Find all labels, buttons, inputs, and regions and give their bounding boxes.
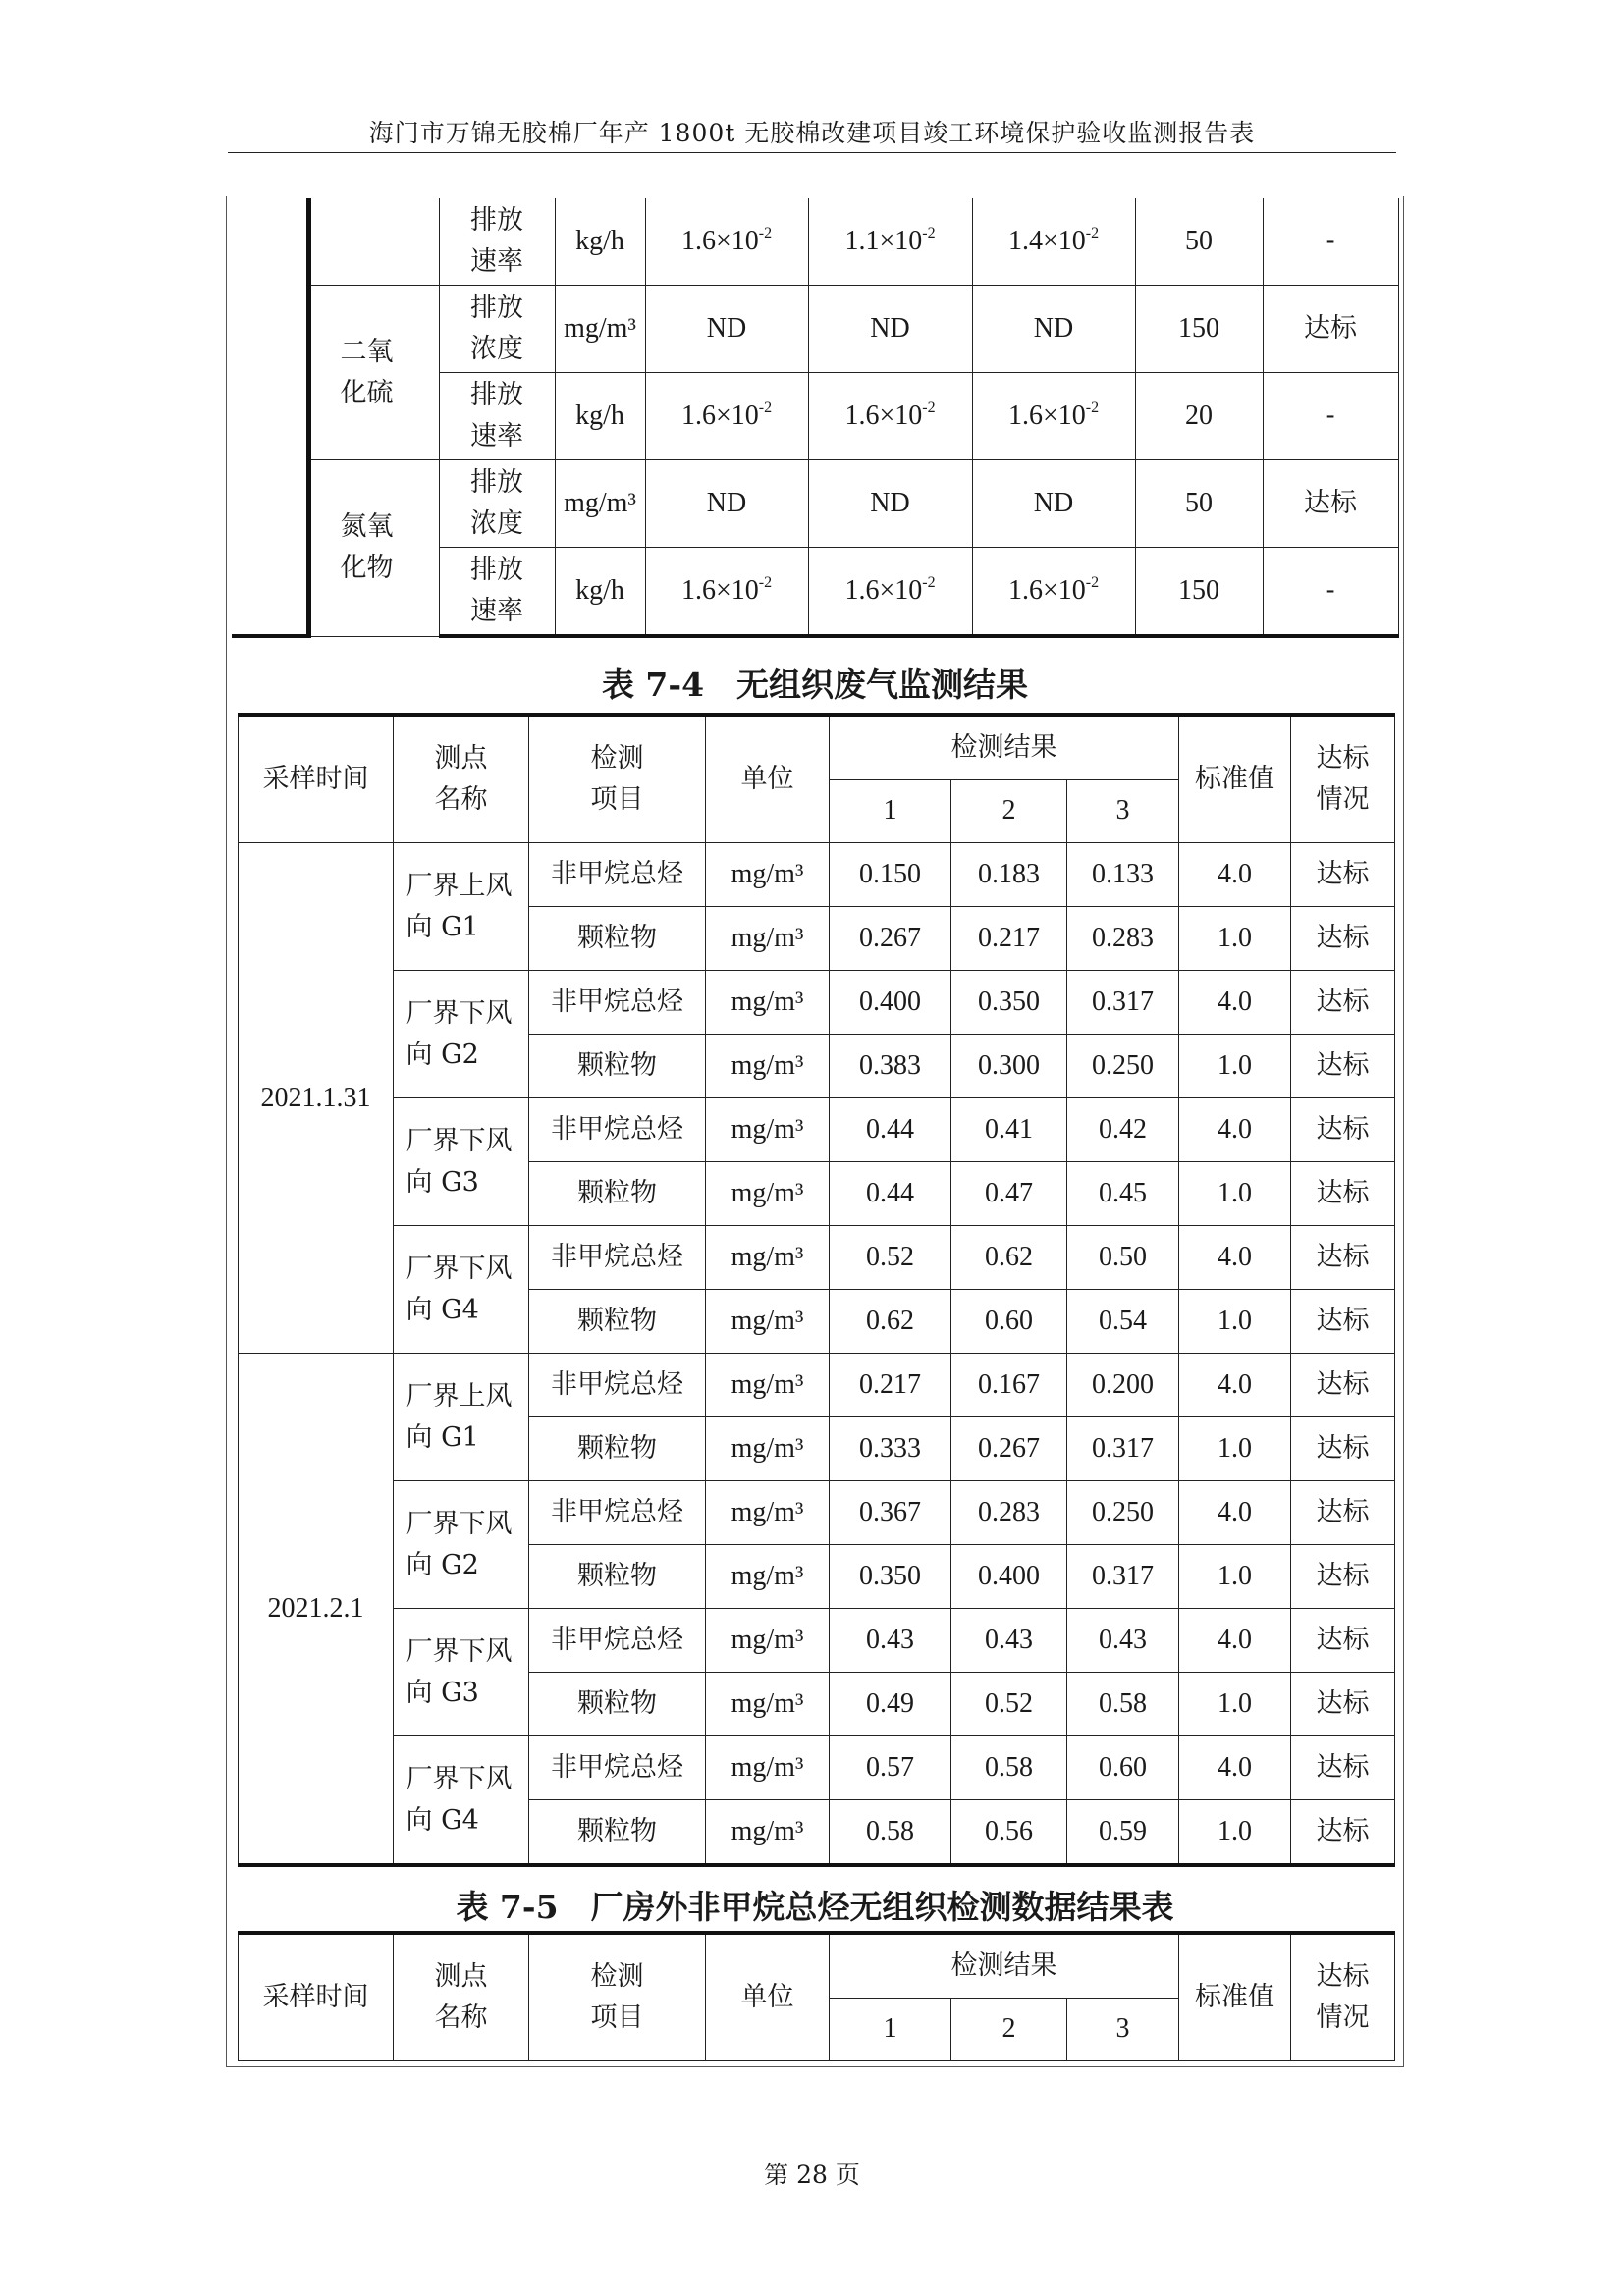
result-value: ND [1033,488,1074,518]
result-1: 0.49 [830,1673,951,1736]
table-row [239,843,1395,907]
standard-cell: 1.0 [1179,1673,1291,1736]
result-r1 [645,548,808,637]
header-item-text: 检测项目 [590,1961,644,2033]
result-value: 1.6×10 [844,400,923,431]
unit-cell: mg/m³ [706,1354,830,1417]
exponent: -2 [922,400,936,416]
status-cell: 达标 [1263,286,1398,373]
item-cell: 颗粒物 [529,1162,706,1226]
status-cell: 达标 [1291,1736,1395,1800]
result-value: ND [706,313,747,344]
result-r3 [972,460,1135,548]
point-cell [394,1481,529,1609]
exponent: -2 [1085,225,1100,241]
item-name: 排放速率 [470,555,523,626]
item-cell: 颗粒物 [529,907,706,971]
table-row [239,971,1395,1035]
item-name: 排放速率 [470,380,523,452]
standard-cell: 4.0 [1179,1609,1291,1673]
table-row [239,1736,1395,1800]
header-time: 采样时间 [239,1933,394,2061]
unit-cell: kg/h [555,198,645,286]
result-2: 0.300 [951,1035,1067,1098]
header-status-text: 达标情况 [1316,743,1370,815]
result-2: 0.56 [951,1800,1067,1866]
status-cell: 达标 [1291,1162,1395,1226]
item-cell [439,286,555,373]
point-name: 厂界下风向 G4 [406,1253,513,1325]
standard-cell: 4.0 [1179,971,1291,1035]
result-3: 0.60 [1067,1736,1179,1800]
result-r3 [972,548,1135,637]
result-r1 [645,198,808,286]
unit-cell: mg/m³ [706,1290,830,1354]
status-cell: 达标 [1291,907,1395,971]
status-cell: 达标 [1291,1800,1395,1866]
point-cell [394,1354,529,1481]
result-2: 0.267 [951,1417,1067,1481]
status-cell: 达标 [1291,1673,1395,1736]
header-r3: 3 [1067,1998,1179,2060]
table-7-3-continued [232,198,1399,638]
result-2: 0.62 [951,1226,1067,1290]
result-r2 [808,286,972,373]
standard-cell: 4.0 [1179,1354,1291,1417]
header-status-text: 达标情况 [1316,1961,1370,2033]
result-r3 [972,198,1135,286]
table-row [239,1481,1395,1545]
status-cell: - [1263,373,1398,460]
result-r2 [808,548,972,637]
header-r1: 1 [830,1998,951,2060]
header-unit: 单位 [706,1933,830,2061]
result-value: 1.6×10 [680,400,759,431]
header-unit: 单位 [706,715,830,843]
point-cell [394,971,529,1098]
item-cell: 颗粒物 [529,1673,706,1736]
header-item-text: 检测项目 [590,743,644,815]
status-cell: 达标 [1291,1417,1395,1481]
result-1: 0.58 [830,1800,951,1866]
header-results: 检测结果 [830,1933,1179,1998]
status-cell: 达标 [1291,1609,1395,1673]
result-3: 0.250 [1067,1035,1179,1098]
header-point [394,715,529,843]
result-3: 0.200 [1067,1354,1179,1417]
result-3: 0.50 [1067,1226,1179,1290]
result-3: 0.317 [1067,1417,1179,1481]
side-blank-cell [232,198,308,636]
standard-cell: 1.0 [1179,1035,1291,1098]
result-value: 1.6×10 [680,226,759,256]
standard-cell: 150 [1135,548,1263,637]
result-1: 0.43 [830,1609,951,1673]
result-2: 0.217 [951,907,1067,971]
point-name: 厂界下风向 G2 [406,997,513,1070]
result-2: 0.400 [951,1545,1067,1609]
point-cell [394,1226,529,1354]
status-cell: 达标 [1291,1481,1395,1545]
result-r3 [972,286,1135,373]
exponent: -2 [1085,400,1100,416]
item-cell: 非甲烷总烃 [529,1736,706,1800]
date-cell: 2021.2.1 [239,1354,394,1866]
result-3: 0.42 [1067,1098,1179,1162]
standard-cell: 4.0 [1179,1226,1291,1290]
header-status [1291,1933,1395,2061]
header-r2: 2 [951,779,1067,842]
result-r2 [808,373,972,460]
item-name: 排放速率 [470,205,523,277]
pollutant-name: 二氧化硫 [340,336,394,408]
header-point-text: 测点名称 [434,743,488,815]
point-cell [394,1609,529,1736]
pollutant-cell [308,460,439,637]
result-r1 [645,460,808,548]
item-cell: 非甲烷总烃 [529,1481,706,1545]
table-row [239,1354,1395,1417]
unit-cell: mg/m³ [555,286,645,373]
exponent: -2 [1085,574,1100,591]
result-r3 [972,373,1135,460]
unit-cell: mg/m³ [555,460,645,548]
result-1: 0.350 [830,1545,951,1609]
unit-cell: mg/m³ [706,1481,830,1545]
status-cell: 达标 [1291,1226,1395,1290]
result-2: 0.350 [951,971,1067,1035]
item-cell [439,460,555,548]
unit-cell: mg/m³ [706,1417,830,1481]
point-name: 厂界下风向 G3 [406,1125,513,1198]
standard-cell: 1.0 [1179,1162,1291,1226]
exponent: -2 [922,225,936,241]
result-3: 0.43 [1067,1609,1179,1673]
standard-cell: 1.0 [1179,907,1291,971]
standard-cell: 4.0 [1179,1098,1291,1162]
unit-cell: mg/m³ [706,971,830,1035]
item-cell: 非甲烷总烃 [529,1609,706,1673]
page-number: 第 28 页 [764,2161,860,2189]
unit-cell: kg/h [555,373,645,460]
result-3: 0.58 [1067,1673,1179,1736]
unit-cell: mg/m³ [706,1098,830,1162]
standard-cell: 1.0 [1179,1545,1291,1609]
result-2: 0.47 [951,1162,1067,1226]
table-header-row [239,1933,1395,1998]
table-7-4 [238,713,1395,1867]
document-header: 海门市万锦无胶棉厂年产 1800t 无胶棉改建项目竣工环境保护验收监测报告表 [368,119,1256,147]
result-3: 0.54 [1067,1290,1179,1354]
status-cell: 达标 [1291,1035,1395,1098]
result-1: 0.52 [830,1226,951,1290]
standard-cell: 1.0 [1179,1800,1291,1866]
item-cell: 非甲烷总烃 [529,1226,706,1290]
status-cell: 达标 [1291,971,1395,1035]
item-cell: 非甲烷总烃 [529,1354,706,1417]
unit-cell: mg/m³ [706,1162,830,1226]
exponent: -2 [758,225,773,241]
status-cell: 达标 [1291,1354,1395,1417]
standard-cell: 20 [1135,373,1263,460]
point-cell [394,1736,529,1866]
pollutant-cell [308,198,439,286]
unit-cell: mg/m³ [706,907,830,971]
status-cell: - [1263,548,1398,637]
result-2: 0.58 [951,1736,1067,1800]
status-cell: 达标 [1291,1290,1395,1354]
header-item [529,1933,706,2061]
result-1: 0.44 [830,1162,951,1226]
point-cell [394,843,529,971]
point-name: 厂界下风向 G4 [406,1763,513,1836]
table-row [239,1609,1395,1673]
point-name: 厂界上风向 G1 [406,870,513,942]
unit-cell: kg/h [555,548,645,637]
item-cell [439,373,555,460]
result-1: 0.333 [830,1417,951,1481]
standard-cell: 150 [1135,286,1263,373]
result-1: 0.44 [830,1098,951,1162]
result-2: 0.183 [951,843,1067,907]
result-value: ND [870,313,910,344]
status-cell: - [1263,198,1398,286]
exponent: -2 [758,400,773,416]
header-standard: 标准值 [1179,715,1291,843]
unit-cell: mg/m³ [706,843,830,907]
result-value: 1.1×10 [844,226,923,256]
standard-cell: 4.0 [1179,1736,1291,1800]
standard-cell: 50 [1135,198,1263,286]
item-cell [439,198,555,286]
result-value: 1.6×10 [1007,400,1086,431]
result-2: 0.43 [951,1609,1067,1673]
exponent: -2 [922,574,936,591]
result-value: 1.4×10 [1007,226,1086,256]
result-r1 [645,373,808,460]
item-cell: 颗粒物 [529,1800,706,1866]
result-3: 0.59 [1067,1800,1179,1866]
table-7-4-caption: 表 7-4 无组织废气监测结果 [601,666,1029,704]
result-1: 0.267 [830,907,951,971]
header-item [529,715,706,843]
result-value: ND [706,488,747,518]
header-rule [228,152,1396,153]
result-value: ND [1033,313,1074,344]
pollutant-name: 氮氧化物 [340,511,394,584]
table-7-5 [238,1931,1395,2061]
unit-cell: mg/m³ [706,1800,830,1866]
result-2: 0.167 [951,1354,1067,1417]
table-row [232,286,1398,373]
result-2: 0.41 [951,1098,1067,1162]
result-value: 1.6×10 [680,575,759,606]
unit-cell: mg/m³ [706,1609,830,1673]
status-cell: 达标 [1291,1098,1395,1162]
result-1: 0.150 [830,843,951,907]
exponent: -2 [758,574,773,591]
result-3: 0.317 [1067,971,1179,1035]
item-name: 排放浓度 [470,467,523,539]
result-2: 0.60 [951,1290,1067,1354]
table-row [232,198,1398,286]
item-cell: 非甲烷总烃 [529,1098,706,1162]
standard-cell: 4.0 [1179,1481,1291,1545]
result-1: 0.400 [830,971,951,1035]
result-3: 0.283 [1067,907,1179,971]
item-cell: 颗粒物 [529,1035,706,1098]
status-cell: 达标 [1263,460,1398,548]
header-r3: 3 [1067,779,1179,842]
table-row [239,1098,1395,1162]
unit-cell: mg/m³ [706,1673,830,1736]
standard-cell: 50 [1135,460,1263,548]
item-name: 排放浓度 [470,293,523,364]
result-2: 0.52 [951,1673,1067,1736]
item-cell: 颗粒物 [529,1290,706,1354]
point-name: 厂界上风向 G1 [406,1380,513,1453]
item-cell: 非甲烷总烃 [529,843,706,907]
standard-cell: 4.0 [1179,843,1291,907]
point-cell [394,1098,529,1226]
result-r2 [808,460,972,548]
unit-cell: mg/m³ [706,1736,830,1800]
result-1: 0.217 [830,1354,951,1417]
item-cell: 非甲烷总烃 [529,971,706,1035]
result-value: 1.6×10 [844,575,923,606]
date-cell: 2021.1.31 [239,843,394,1354]
item-cell: 颗粒物 [529,1545,706,1609]
table-row [232,460,1398,548]
result-value: ND [870,488,910,518]
result-3: 0.133 [1067,843,1179,907]
table-header-row [239,715,1395,779]
point-name: 厂界下风向 G2 [406,1508,513,1580]
unit-cell: mg/m³ [706,1035,830,1098]
result-value: 1.6×10 [1007,575,1086,606]
result-1: 0.57 [830,1736,951,1800]
status-cell: 达标 [1291,843,1395,907]
header-point-text: 测点名称 [434,1961,488,2033]
result-r2 [808,198,972,286]
result-3: 0.45 [1067,1162,1179,1226]
result-3: 0.250 [1067,1481,1179,1545]
pollutant-cell [308,286,439,460]
header-results: 检测结果 [830,715,1179,779]
item-cell: 颗粒物 [529,1417,706,1481]
result-2: 0.283 [951,1481,1067,1545]
result-3: 0.317 [1067,1545,1179,1609]
point-name: 厂界下风向 G3 [406,1635,513,1708]
unit-cell: mg/m³ [706,1226,830,1290]
result-r1 [645,286,808,373]
header-point [394,1933,529,2061]
header-r1: 1 [830,779,951,842]
header-r2: 2 [951,1998,1067,2060]
result-1: 0.383 [830,1035,951,1098]
item-cell [439,548,555,637]
result-1: 0.62 [830,1290,951,1354]
header-standard: 标准值 [1179,1933,1291,2061]
header-status [1291,715,1395,843]
header-time: 采样时间 [239,715,394,843]
table-7-5-caption: 表 7-5 厂房外非甲烷总烃无组织检测数据结果表 [456,1888,1174,1926]
unit-cell: mg/m³ [706,1545,830,1609]
status-cell: 达标 [1291,1545,1395,1609]
standard-cell: 1.0 [1179,1290,1291,1354]
result-1: 0.367 [830,1481,951,1545]
table-row [239,1226,1395,1290]
standard-cell: 1.0 [1179,1417,1291,1481]
